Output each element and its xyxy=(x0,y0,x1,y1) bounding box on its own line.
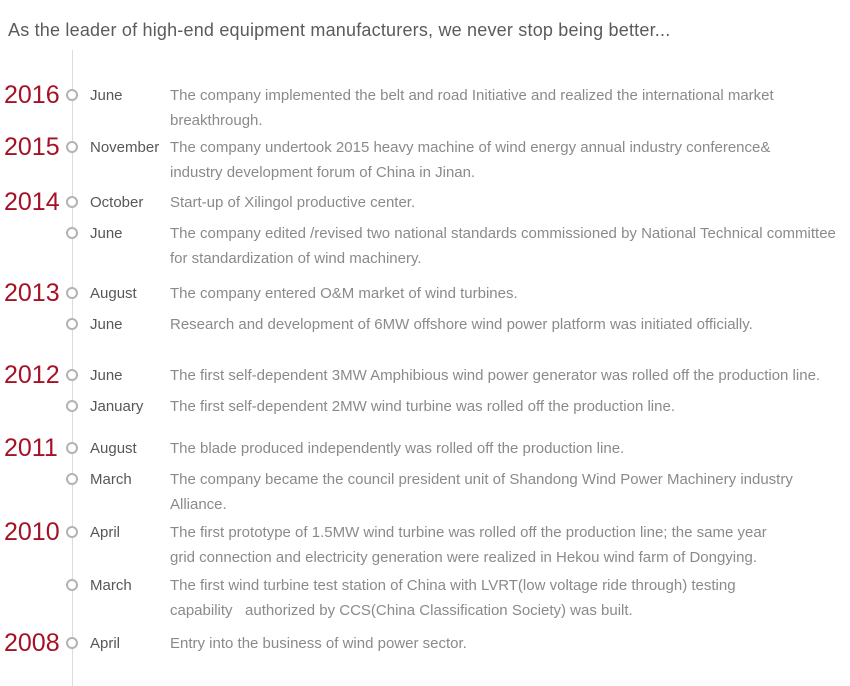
event-description-line: The first wind turbine test station of China with LVRT(low voltage ride through) testing xyxy=(170,577,736,594)
event-description-line: for standardization of wind machinery. xyxy=(170,250,422,267)
timeline-marker-icon xyxy=(66,89,78,101)
event-description-line: Alliance. xyxy=(170,496,227,513)
event-description-line: The company entered O&M market of wind turbines. xyxy=(170,285,518,302)
event-description-line: Entry into the business of wind power sector. xyxy=(170,635,467,652)
year-label: 2010 xyxy=(4,518,60,546)
month-label: June xyxy=(90,316,123,333)
group-entries xyxy=(62,83,850,133)
timeline-group-2011 xyxy=(0,436,850,517)
year-label: 2014 xyxy=(4,188,60,216)
timeline-entry xyxy=(62,467,850,517)
event-description xyxy=(170,363,850,388)
event-description-line: breakthrough. xyxy=(170,112,263,129)
group-entries xyxy=(62,281,850,337)
event-description-line: Research and development of 6MW offshore wind power platform was initiated officially. xyxy=(170,316,753,333)
timeline-entry xyxy=(62,190,850,215)
year-label: 2008 xyxy=(4,629,60,657)
timeline-marker-icon xyxy=(66,526,78,538)
timeline-entry xyxy=(62,281,850,306)
group-entries xyxy=(62,135,850,185)
event-description-line: capability authorized by CCS(China Classification Society) was built. xyxy=(170,602,633,619)
timeline-marker-icon xyxy=(66,579,78,591)
timeline-marker-icon xyxy=(66,473,78,485)
timeline-marker-icon xyxy=(66,637,78,649)
timeline-entry xyxy=(62,312,850,337)
month-label: November xyxy=(90,139,160,156)
timeline-entry xyxy=(62,83,850,133)
event-description-line: The company became the council president unit of Shandong Wind Power Machinery industry xyxy=(170,471,793,488)
month-label: January xyxy=(90,398,144,415)
event-description xyxy=(170,190,850,215)
group-entries xyxy=(62,363,850,419)
timeline-group-2008 xyxy=(0,631,850,656)
timeline-marker-icon xyxy=(66,442,78,454)
event-description xyxy=(170,394,850,419)
month-label: April xyxy=(90,524,121,541)
timeline-entry xyxy=(62,436,850,461)
timeline-entry xyxy=(62,394,850,419)
event-description-line: The first self-dependent 2MW wind turbine was rolled off the production line. xyxy=(170,398,675,415)
group-entries xyxy=(62,631,850,656)
month-label: August xyxy=(90,440,137,457)
month-label: June xyxy=(90,87,123,104)
month-label: March xyxy=(90,577,132,594)
timeline-marker-icon xyxy=(66,196,78,208)
timeline-group-2015 xyxy=(0,135,850,185)
year-label: 2011 xyxy=(4,434,58,462)
timeline-marker-icon xyxy=(66,369,78,381)
event-description-line: The company implemented the belt and road Initiative and realized the international market xyxy=(170,87,774,104)
timeline-marker-icon xyxy=(66,318,78,330)
month-label: April xyxy=(90,635,121,652)
timeline-entry xyxy=(62,631,850,656)
event-description xyxy=(170,221,850,271)
event-description xyxy=(170,467,850,517)
timeline-marker-icon xyxy=(66,400,78,412)
event-description xyxy=(170,520,850,570)
event-description xyxy=(170,436,850,461)
year-label: 2012 xyxy=(4,361,60,389)
timeline-marker-icon xyxy=(66,141,78,153)
month-label: June xyxy=(90,367,123,384)
group-entries xyxy=(62,436,850,517)
group-entries xyxy=(62,190,850,271)
timeline-entry xyxy=(62,520,850,570)
timeline-entry xyxy=(62,135,850,185)
event-description-line: grid connection and electricity generation were realized in Hekou wind farm of Dongying. xyxy=(170,549,757,566)
year-label: 2015 xyxy=(4,133,60,161)
event-description-line: The company undertook 2015 heavy machine of wind energy annual industry conference& xyxy=(170,139,771,156)
month-label: March xyxy=(90,471,132,488)
event-description-line: The first prototype of 1.5MW wind turbine was rolled off the production line; the same year xyxy=(170,524,767,541)
month-label: October xyxy=(90,194,144,211)
year-label: 2016 xyxy=(4,81,60,109)
event-description xyxy=(170,312,850,337)
month-label: June xyxy=(90,225,123,242)
event-description-line: Start-up of Xilingol productive center. xyxy=(170,194,416,211)
event-description xyxy=(170,631,850,656)
event-description-line: industry development forum of China in Jinan. xyxy=(170,164,476,181)
timeline-marker-icon xyxy=(66,287,78,299)
timeline-marker-icon xyxy=(66,227,78,239)
timeline-group-2013 xyxy=(0,281,850,337)
event-description-line: The blade produced independently was rolled off the production line. xyxy=(170,440,625,457)
page-title: As the leader of high-end equipment manufacturers, we never stop being better... xyxy=(8,20,671,40)
month-label: August xyxy=(90,285,137,302)
timeline-entry xyxy=(62,363,850,388)
event-description xyxy=(170,281,850,306)
timeline-group-2016 xyxy=(0,83,850,133)
timeline-entry xyxy=(62,221,850,271)
timeline-group-2014 xyxy=(0,190,850,271)
event-description xyxy=(170,573,850,623)
timeline-group-2012 xyxy=(0,363,850,419)
event-description xyxy=(170,83,850,133)
timeline xyxy=(0,83,850,656)
timeline-group-2010 xyxy=(0,520,850,623)
event-description-line: The company edited /revised two national standards commissioned by National Technical committee xyxy=(170,225,836,242)
year-label: 2013 xyxy=(4,279,60,307)
event-description-line: The first self-dependent 3MW Amphibious wind power generator was rolled off the production line. xyxy=(170,367,821,384)
timeline-entry xyxy=(62,573,850,623)
group-entries xyxy=(62,520,850,623)
event-description xyxy=(170,135,850,185)
